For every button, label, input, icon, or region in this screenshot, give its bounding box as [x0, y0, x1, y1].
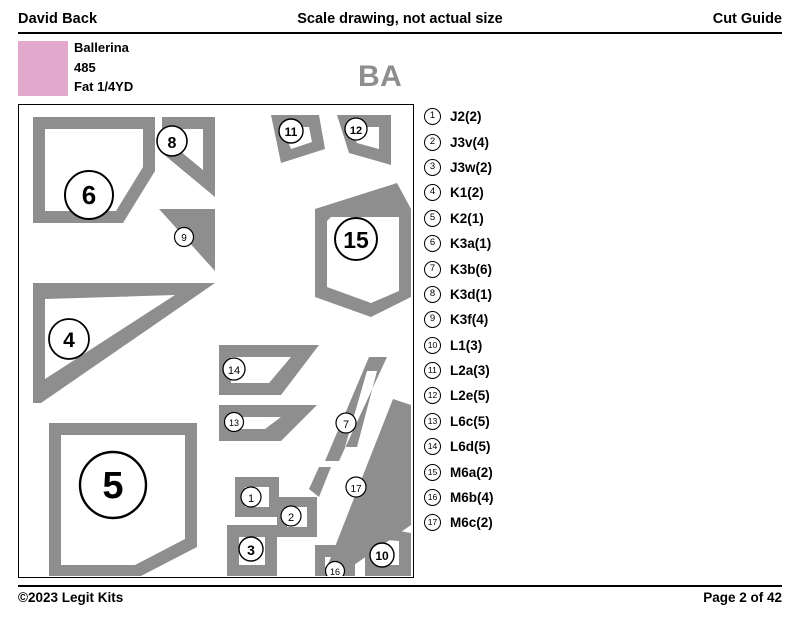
legend-item [424, 256, 624, 281]
legend-item [424, 155, 624, 180]
legend-label: K3f(4) [450, 312, 489, 328]
piece-label-15 [335, 218, 377, 260]
legend-item [424, 485, 624, 510]
legend-badge: 13 [424, 413, 441, 430]
legend-badge: 14 [424, 438, 441, 455]
page-number: Page 2 of 42 [703, 590, 782, 605]
cut-layout-drawing [18, 104, 414, 578]
legend-label: K1(2) [450, 185, 484, 201]
legend-item [424, 510, 624, 535]
legend-label: J3v(4) [450, 134, 490, 150]
svg-text:13: 13 [228, 418, 240, 428]
svg-text:16: 16 [329, 567, 341, 576]
piece-label-12 [345, 118, 367, 140]
piece-label-10 [370, 543, 394, 567]
header-center-title: Scale drawing, not actual size [297, 11, 503, 27]
legend-label: M6b(4) [450, 490, 494, 506]
legend-label: M6a(2) [450, 464, 493, 480]
fabric-name: Ballerina [74, 40, 129, 55]
legend-label: L6d(5) [450, 439, 491, 455]
legend-item [424, 358, 624, 383]
header-divider [18, 32, 782, 34]
legend-label: J3w(2) [450, 159, 493, 175]
piece-label-4 [49, 319, 89, 359]
svg-text:2: 2 [287, 512, 295, 524]
legend-item [424, 459, 624, 484]
piece-label-11 [279, 119, 303, 143]
block-code-watermark: BA [358, 60, 403, 93]
svg-text:12: 12 [349, 125, 363, 137]
legend-label: M6c(2) [450, 515, 493, 531]
legend-item [424, 104, 624, 129]
legend-badge: 5 [424, 210, 441, 227]
piece-label-13 [225, 413, 244, 432]
legend-item [424, 180, 624, 205]
piece-label-9 [175, 228, 194, 247]
piece-label-14 [223, 358, 245, 380]
svg-text:5: 5 [102, 465, 124, 507]
piece-label-16 [326, 562, 345, 577]
legend-item [424, 231, 624, 256]
svg-text:1: 1 [247, 493, 255, 505]
piece-label-3 [239, 537, 263, 561]
svg-text:4: 4 [63, 329, 75, 352]
fabric-info [74, 38, 133, 97]
svg-text:3: 3 [247, 542, 255, 558]
legend-badge: 17 [424, 514, 441, 531]
legend-label: K3d(1) [450, 286, 493, 302]
legend-badge: 12 [424, 387, 441, 404]
header-left-title: David Back [18, 11, 98, 27]
piece-legend [424, 104, 624, 536]
svg-text:14: 14 [227, 365, 241, 377]
legend-badge: 4 [424, 184, 441, 201]
legend-badge: 15 [424, 464, 441, 481]
legend-badge: 6 [424, 235, 441, 252]
copyright-text: ©2023 Legit Kits [18, 590, 124, 605]
piece-label-1 [241, 487, 261, 507]
legend-badge: 1 [424, 108, 441, 125]
legend-label: K3b(6) [450, 261, 493, 277]
piece-label-6 [65, 171, 113, 219]
legend-badge: 8 [424, 286, 441, 303]
legend-badge: 16 [424, 489, 441, 506]
legend-badge: 2 [424, 134, 441, 151]
legend-label: L6c(5) [450, 413, 490, 429]
legend-badge: 3 [424, 159, 441, 176]
svg-text:15: 15 [343, 227, 369, 253]
legend-badge: 9 [424, 311, 441, 328]
legend-label: L2a(3) [450, 363, 490, 379]
header-right-title: Cut Guide [712, 11, 782, 27]
legend-item [424, 282, 624, 307]
piece-label-2 [281, 506, 301, 526]
legend-badge: 10 [424, 337, 441, 354]
legend-label: L1(3) [450, 337, 483, 353]
svg-text:9: 9 [181, 233, 187, 244]
page-header [0, 0, 800, 34]
legend-item [424, 409, 624, 434]
svg-text:6: 6 [81, 180, 97, 210]
legend-badge: 7 [424, 261, 441, 278]
fabric-swatch [18, 41, 68, 96]
footer-divider [18, 585, 782, 587]
legend-label: K2(1) [450, 210, 484, 226]
svg-text:17: 17 [350, 484, 362, 495]
svg-text:7: 7 [342, 419, 350, 431]
legend-label: K3a(1) [450, 236, 492, 252]
legend-item [424, 434, 624, 459]
svg-text:8: 8 [167, 135, 177, 152]
piece-label-17 [346, 477, 366, 497]
piece-label-8 [157, 126, 187, 156]
legend-badge: 11 [424, 362, 441, 379]
legend-item [424, 333, 624, 358]
legend-item [424, 206, 624, 231]
fabric-code: 485 [74, 59, 96, 75]
piece-label-7 [336, 413, 356, 433]
legend-item [424, 129, 624, 154]
legend-item [424, 383, 624, 408]
fabric-amount: Fat 1/4YD [74, 79, 134, 94]
svg-text:11: 11 [284, 125, 298, 139]
legend-item [424, 307, 624, 332]
svg-text:10: 10 [375, 549, 389, 563]
legend-label: J2(2) [450, 109, 482, 125]
piece-label-5 [80, 452, 146, 518]
legend-label: L2e(5) [450, 388, 490, 404]
